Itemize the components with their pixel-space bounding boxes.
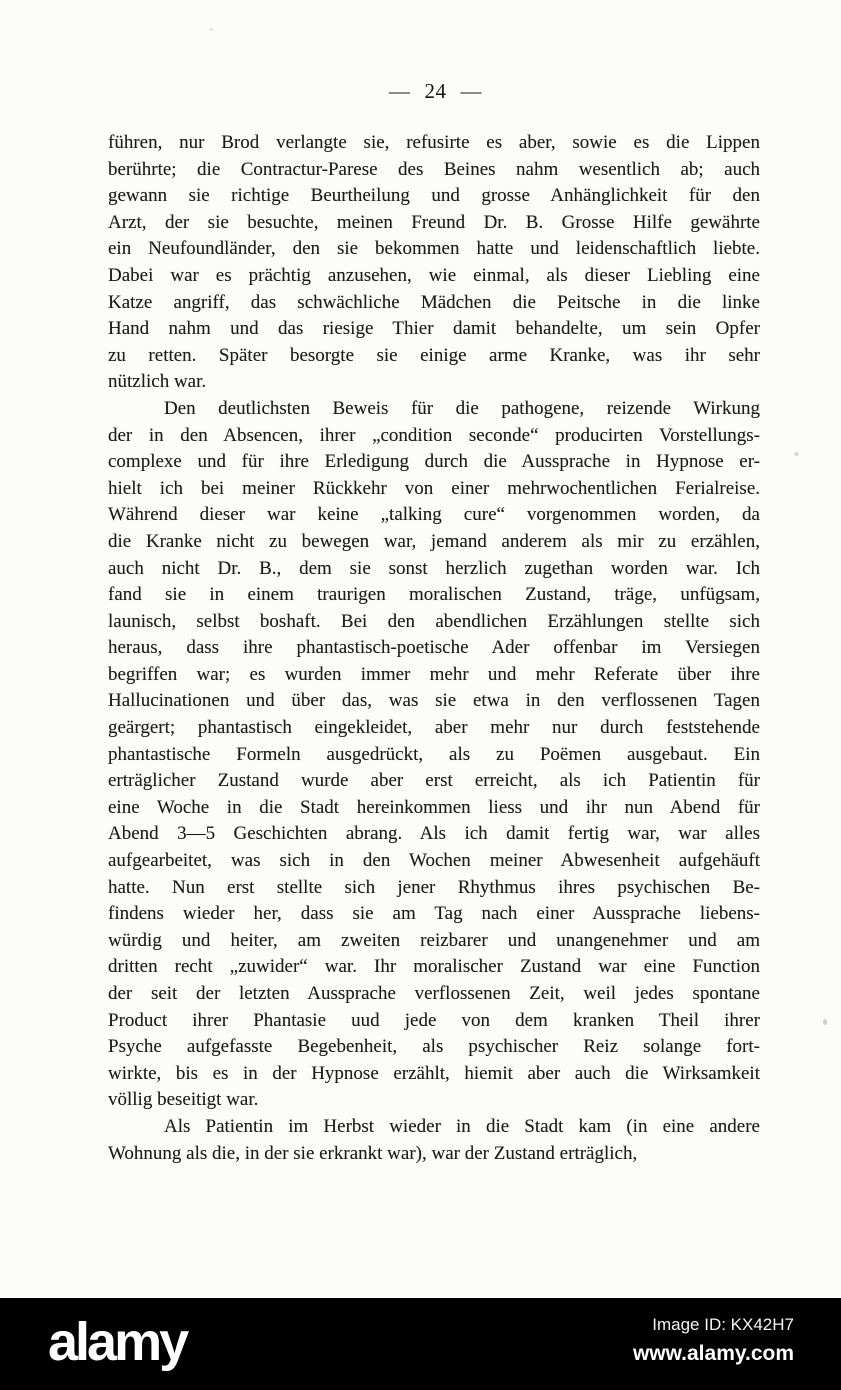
image-id-label: Image ID: KX42H7 bbox=[652, 1315, 794, 1334]
text-line: Während dieser war keine „talking cure“ vorgenommen worden, da bbox=[108, 504, 760, 526]
text-line: dritten recht „zuwider“ war. Ihr moralischer Zustand war eine Function bbox=[108, 956, 760, 978]
page-number-dash-left: — bbox=[389, 79, 411, 103]
text-line: Katze angriff, das schwächliche Mädchen die Peitsche in die linke bbox=[108, 291, 760, 313]
scan-speck bbox=[794, 452, 799, 456]
text-line: complexe und für ihre Erledigung durch die Aussprache in Hypnose er- bbox=[108, 451, 760, 473]
text-line: Hand nahm und das riesige Thier damit behandelte, um sein Opfer bbox=[108, 318, 760, 340]
text-line: der seit der letzten Aussprache verflossenen Zeit, weil jedes spontane bbox=[108, 983, 760, 1004]
text-line: ein Neufoundländer, den sie bekommen hatte und leidenschaftlich liebte. bbox=[108, 238, 760, 260]
text-line: hielt ich bei meiner Rückkehr von einer mehrwochentlichen Ferialreise. bbox=[108, 477, 760, 499]
scan-speck bbox=[823, 1019, 827, 1025]
text-line: Psyche aufgefasste Begebenheit, als psychischer Reiz solange fort- bbox=[108, 1036, 760, 1058]
scan-speck bbox=[210, 28, 213, 31]
page-number bbox=[30, 79, 841, 104]
text-line: hatte. Nun erst stellte sich jener Rhythmus ihres psychischen Be- bbox=[108, 876, 760, 898]
text-line: begriffen war; es wurden immer mehr und mehr Referate über ihre bbox=[108, 663, 760, 685]
text-line: Hallucinationen und über das, was sie etwa in den verflossenen Tagen bbox=[108, 690, 760, 712]
text-line: Wohnung als die, in der sie erkrankt war), war der Zustand erträglich, bbox=[108, 1142, 638, 1164]
text-line: die Kranke nicht zu bewegen war, jemand anderem als mir zu erzählen, bbox=[108, 530, 760, 552]
text-line: berührte; die Contractur-Parese des Beines nahm wesentlich ab; auch bbox=[108, 158, 760, 180]
text-line: auch nicht Dr. B., dem sie sonst herzlich zugethan worden war. Ich bbox=[108, 557, 760, 579]
alamy-watermark-bar bbox=[0, 1298, 841, 1390]
alamy-logo: alamy bbox=[48, 1311, 187, 1372]
text-line: findens wieder her, dass sie am Tag nach einer Aussprache liebens- bbox=[108, 903, 760, 925]
text-line: Den deutlichsten Beweis für die pathogene, reizende Wirkung bbox=[164, 397, 760, 419]
text-line: würdig und heiter, am zweiten reizbarer und unangenehmer und am bbox=[108, 929, 760, 951]
text-line: geärgert; phantastisch eingekleidet, aber mehr nur durch feststehende bbox=[108, 717, 760, 739]
text-line: Abend 3—5 Geschichten abrang. Als ich damit fertig war, war alles bbox=[108, 823, 760, 845]
text-line: wirkte, bis es in der Hypnose erzählt, hiemit aber auch die Wirksamkeit bbox=[108, 1062, 760, 1084]
text-line: Dabei war es prächtig anzusehen, wie einmal, als dieser Liebling eine bbox=[108, 264, 760, 286]
text-line: launisch, selbst boshaft. Bei den abendlichen Erzählungen stellte sich bbox=[108, 610, 760, 632]
text-line: Product ihrer Phantasie uud jede von dem kranken Theil ihrer bbox=[108, 1009, 760, 1031]
text-line: fand sie in einem traurigen moralischen Zustand, träge, unfügsam, bbox=[108, 584, 760, 606]
alamy-url-label: www.alamy.com bbox=[632, 1342, 794, 1365]
text-line: führen, nur Brod verlangte sie, refusirte es aber, sowie es die Lippen bbox=[108, 132, 760, 153]
text-line: Arzt, der sie besuchte, meinen Freund Dr. B. Grosse Hilfe gewährte bbox=[108, 211, 760, 233]
text-line: eine Woche in die Stadt hereinkommen liess und ihr nun Abend für bbox=[108, 796, 760, 818]
text-line: phantastische Formeln ausgedrückt, als zu Poëmen ausgebaut. Ein bbox=[108, 743, 760, 765]
text-line: der in den Absencen, ihrer „condition seconde“ producirten Vorstellungs- bbox=[108, 424, 760, 446]
text-line: heraus, dass ihre phantastisch-poetische Ader offenbar im Versiegen bbox=[108, 637, 760, 659]
text-line: erträglicher Zustand wurde aber erst erreicht, als ich Patientin für bbox=[108, 770, 760, 792]
text-line: Als Patientin im Herbst wieder in die Stadt kam (in eine andere bbox=[164, 1115, 760, 1137]
text-line: aufgearbeitet, was sich in den Wochen meiner Abwesenheit aufgehäuft bbox=[108, 850, 760, 872]
text-line: nützlich war. bbox=[108, 371, 207, 393]
text-line: zu retten. Später besorgte sie einige arme Kranke, was ihr sehr bbox=[108, 344, 760, 366]
page-number-value: 24 bbox=[424, 79, 447, 103]
watermark-info bbox=[633, 1315, 794, 1366]
text-line: gewann sie richtige Beurtheilung und grosse Anhänglichkeit für den bbox=[108, 185, 760, 207]
text-line: völlig beseitigt war. bbox=[108, 1089, 259, 1111]
page-number-dash-right: — bbox=[460, 79, 482, 103]
text-block bbox=[108, 130, 760, 1167]
